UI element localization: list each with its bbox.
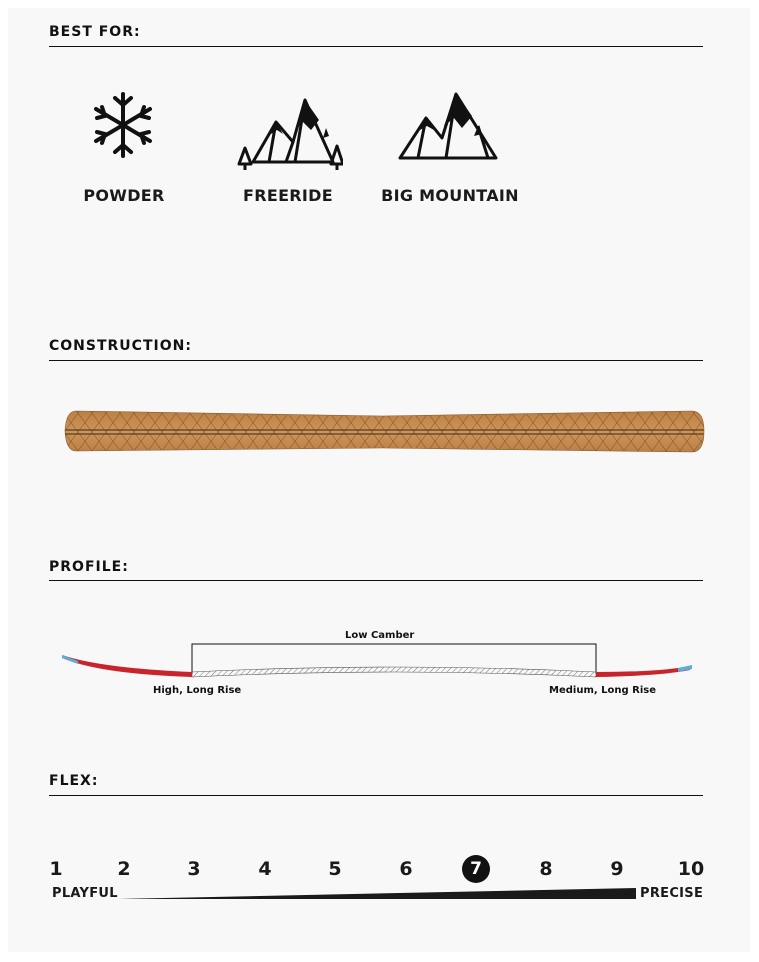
flex-heading: FLEX: xyxy=(49,773,99,789)
flex-number-4: 4 xyxy=(258,858,272,880)
mountains-trees-icon xyxy=(231,90,343,170)
best-for-divider xyxy=(49,46,703,47)
mountain-icon xyxy=(396,90,500,164)
flex-number-6: 6 xyxy=(399,858,413,880)
ski-core-icon xyxy=(62,405,706,459)
flex-number-9: 9 xyxy=(610,858,624,880)
best-for-heading: BEST FOR: xyxy=(49,24,141,40)
low-camber-label: Low Camber xyxy=(345,630,415,641)
profile-divider xyxy=(49,580,703,581)
tail-rise-label: Medium, Long Rise xyxy=(549,685,657,696)
snowflake-icon xyxy=(91,90,155,160)
profile-heading: PROFILE: xyxy=(49,559,129,575)
flex-wedge xyxy=(118,887,638,901)
powder-item xyxy=(48,90,198,160)
flex-number-7-selected: 7 xyxy=(462,855,490,883)
construction-divider xyxy=(49,360,703,361)
tip-rise-label: High, Long Rise xyxy=(153,685,242,696)
flex-playful-label: PLAYFUL xyxy=(52,886,118,901)
flex-number-10: 10 xyxy=(677,858,705,880)
flex-precise-label: PRECISE xyxy=(640,886,704,901)
flex-divider xyxy=(49,795,703,796)
ski-profile-diagram xyxy=(60,640,700,688)
powder-label: POWDER xyxy=(83,186,165,205)
flex-number-3: 3 xyxy=(187,858,201,880)
flex-number-5: 5 xyxy=(328,858,342,880)
freeride-label: FREERIDE xyxy=(243,186,333,205)
freeride-item xyxy=(212,90,362,170)
flex-number-1: 1 xyxy=(49,858,63,880)
big-mountain-item xyxy=(373,90,523,164)
construction-heading: CONSTRUCTION: xyxy=(49,338,192,354)
big-mountain-label: BIG MOUNTAIN xyxy=(381,186,519,205)
flex-number-2: 2 xyxy=(117,858,131,880)
flex-number-8: 8 xyxy=(539,858,553,880)
